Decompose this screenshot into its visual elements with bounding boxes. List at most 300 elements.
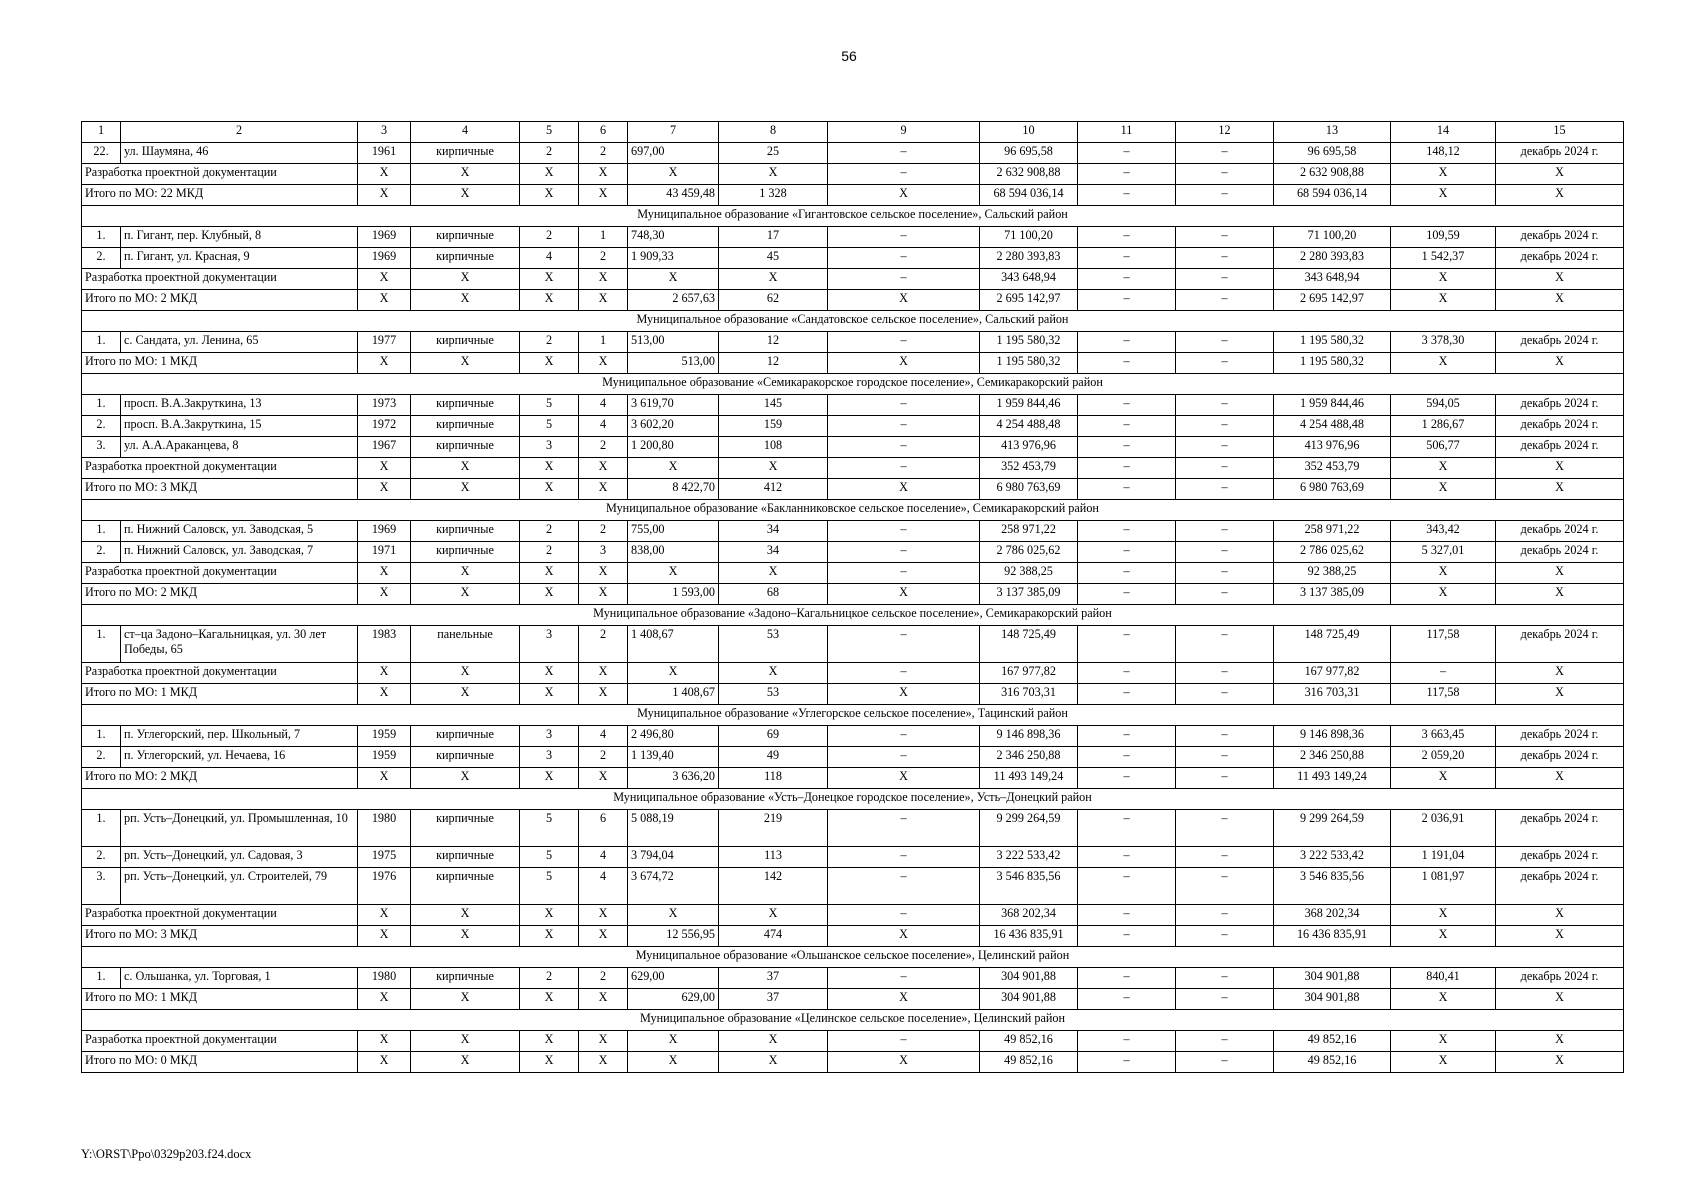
file-path-footer: Y:\ORST\Ppo\0329p203.f24.docx	[81, 1147, 252, 1161]
table-cell: X	[520, 989, 579, 1010]
table-cell: 69	[719, 726, 828, 747]
table-cell: X	[1496, 989, 1624, 1010]
table-cell: 1976	[358, 868, 411, 905]
table-cell: 3.	[82, 868, 121, 905]
table-cell: 2 695 142,97	[980, 290, 1078, 311]
table-cell: Муниципальное образование «Усть–Донецкое городское поселение», Усть–Донецкий район	[82, 789, 1624, 810]
table-cell: X	[520, 269, 579, 290]
column-number-cell: 8	[719, 122, 828, 143]
table-cell: 3	[520, 726, 579, 747]
municipality-total-row	[82, 926, 1624, 947]
table-cell: –	[1176, 164, 1274, 185]
table-cell: 1972	[358, 416, 411, 437]
table-cell: 71 100,20	[1274, 227, 1391, 248]
table-cell: 3 663,45	[1391, 726, 1496, 747]
building-row	[82, 542, 1624, 563]
table-cell: X	[1391, 989, 1496, 1010]
table-cell: 1980	[358, 968, 411, 989]
table-cell: –	[828, 248, 980, 269]
table-cell: 2 657,63	[628, 290, 719, 311]
table-cell: X	[1496, 584, 1624, 605]
table-cell: 1.	[82, 726, 121, 747]
table-cell: 49	[719, 747, 828, 768]
table-cell: 4	[579, 395, 628, 416]
column-number-cell: 5	[520, 122, 579, 143]
table-cell: –	[1176, 458, 1274, 479]
table-cell: 68 594 036,14	[980, 185, 1078, 206]
table-cell: 16 436 835,91	[1274, 926, 1391, 947]
table-cell: 1967	[358, 437, 411, 458]
table-cell: X	[411, 185, 520, 206]
table-cell: 49 852,16	[1274, 1052, 1391, 1073]
table-cell: –	[828, 726, 980, 747]
design-documentation-row	[82, 563, 1624, 584]
table-cell: 1969	[358, 248, 411, 269]
table-cell: –	[828, 663, 980, 684]
table-cell: 34	[719, 542, 828, 563]
table-cell: X	[1391, 926, 1496, 947]
table-cell: X	[1496, 269, 1624, 290]
table-cell: –	[1176, 768, 1274, 789]
table-cell: Итого по МО: 1 МКД	[82, 353, 358, 374]
table-cell: X	[1496, 458, 1624, 479]
table-cell: 2	[520, 542, 579, 563]
table-cell: –	[1078, 269, 1176, 290]
table-cell: 4 254 488,48	[1274, 416, 1391, 437]
table-cell: –	[1176, 269, 1274, 290]
table-cell: –	[828, 227, 980, 248]
table-cell: Разработка проектной документации	[82, 563, 358, 584]
table-cell: декабрь 2024 г.	[1496, 626, 1624, 663]
table-cell: X	[1496, 290, 1624, 311]
table-cell: 316 703,31	[1274, 684, 1391, 705]
table-cell: X	[579, 1052, 628, 1073]
table-cell: –	[1078, 416, 1176, 437]
table-cell: ст–ца Задоно–Кагальницкая, ул. 30 лет Победы, 65	[121, 626, 358, 663]
table-cell: кирпичные	[411, 542, 520, 563]
table-cell: п. Гигант, пер. Клубный, 8	[121, 227, 358, 248]
table-cell: X	[520, 563, 579, 584]
table-cell: X	[358, 584, 411, 605]
building-row	[82, 847, 1624, 868]
table-cell: 68	[719, 584, 828, 605]
table-cell: п. Нижний Саловск, ул. Заводская, 7	[121, 542, 358, 563]
table-cell: с. Сандата, ул. Ленина, 65	[121, 332, 358, 353]
design-documentation-row	[82, 1031, 1624, 1052]
table-cell: 5	[520, 416, 579, 437]
table-cell: X	[579, 905, 628, 926]
design-documentation-row	[82, 458, 1624, 479]
building-row	[82, 416, 1624, 437]
table-cell: X	[1391, 269, 1496, 290]
table-cell: 2 280 393,83	[1274, 248, 1391, 269]
table-cell: 25	[719, 143, 828, 164]
column-number-cell: 9	[828, 122, 980, 143]
building-row	[82, 810, 1624, 847]
table-cell: –	[1176, 521, 1274, 542]
table-cell: X	[1391, 458, 1496, 479]
table-cell: 2 346 250,88	[1274, 747, 1391, 768]
table-cell: X	[411, 164, 520, 185]
table-cell: 53	[719, 684, 828, 705]
table-cell: –	[1078, 926, 1176, 947]
table-cell: –	[1078, 437, 1176, 458]
table-cell: X	[411, 905, 520, 926]
design-documentation-row	[82, 663, 1624, 684]
table-cell: 2 786 025,62	[980, 542, 1078, 563]
table-cell: –	[1078, 542, 1176, 563]
table-cell: X	[520, 926, 579, 947]
table-cell: X	[1391, 479, 1496, 500]
section-heading-row	[82, 789, 1624, 810]
table-cell: –	[828, 395, 980, 416]
building-row	[82, 437, 1624, 458]
column-number-cell: 10	[980, 122, 1078, 143]
table-cell: 9 299 264,59	[1274, 810, 1391, 847]
table-cell: X	[520, 768, 579, 789]
column-number-cell: 12	[1176, 122, 1274, 143]
municipality-total-row	[82, 989, 1624, 1010]
table-cell: 16 436 835,91	[980, 926, 1078, 947]
table-cell: –	[1078, 164, 1176, 185]
table-cell: X	[1391, 905, 1496, 926]
table-cell: 2.	[82, 542, 121, 563]
table-cell: 629,00	[628, 989, 719, 1010]
table-cell: 3 222 533,42	[1274, 847, 1391, 868]
table-cell: X	[1496, 768, 1624, 789]
table-cell: 2	[520, 227, 579, 248]
table-cell: –	[828, 747, 980, 768]
table-cell: 1959	[358, 747, 411, 768]
table-cell: –	[1078, 584, 1176, 605]
table-cell: 304 901,88	[1274, 968, 1391, 989]
column-number-cell: 14	[1391, 122, 1496, 143]
table-cell: X	[411, 989, 520, 1010]
table-cell: Разработка проектной документации	[82, 905, 358, 926]
table-cell: X	[358, 663, 411, 684]
table-cell: –	[828, 143, 980, 164]
table-cell: 412	[719, 479, 828, 500]
table-cell: Муниципальное образование «Ольшанское сельское поселение», Целинский район	[82, 947, 1624, 968]
table-cell: X	[579, 290, 628, 311]
table-cell: кирпичные	[411, 747, 520, 768]
table-cell: 2	[579, 143, 628, 164]
table-cell: X	[579, 269, 628, 290]
table-cell: 37	[719, 968, 828, 989]
table-cell: Итого по МО: 0 МКД	[82, 1052, 358, 1073]
table-cell: Разработка проектной документации	[82, 1031, 358, 1052]
table-cell: 1.	[82, 395, 121, 416]
building-row	[82, 395, 1624, 416]
building-row	[82, 248, 1624, 269]
table-cell: кирпичные	[411, 332, 520, 353]
table-cell: –	[1176, 663, 1274, 684]
table-cell: X	[411, 663, 520, 684]
table-cell: кирпичные	[411, 143, 520, 164]
table-cell: 1959	[358, 726, 411, 747]
table-cell: 4	[579, 726, 628, 747]
building-row	[82, 227, 1624, 248]
table-cell: 4	[579, 416, 628, 437]
table-cell: –	[1078, 521, 1176, 542]
table-cell: кирпичные	[411, 726, 520, 747]
table-cell: 2	[579, 248, 628, 269]
table-cell: 2 059,20	[1391, 747, 1496, 768]
municipality-total-row	[82, 768, 1624, 789]
table-cell: X	[358, 905, 411, 926]
table-cell: 1975	[358, 847, 411, 868]
table-cell: X	[719, 1052, 828, 1073]
table-cell: X	[1496, 905, 1624, 926]
column-number-cell: 4	[411, 122, 520, 143]
section-heading-row	[82, 374, 1624, 395]
table-cell: 12	[719, 353, 828, 374]
table-cell: 3 222 533,42	[980, 847, 1078, 868]
table-cell: –	[1078, 868, 1176, 905]
table-cell: –	[1176, 847, 1274, 868]
table-cell: –	[1176, 185, 1274, 206]
table-cell: –	[1078, 479, 1176, 500]
table-cell: –	[828, 458, 980, 479]
table-cell: –	[828, 563, 980, 584]
table-cell: Разработка проектной документации	[82, 458, 358, 479]
table-cell: X	[628, 1031, 719, 1052]
table-cell: 49 852,16	[980, 1052, 1078, 1073]
table-cell: –	[1078, 747, 1176, 768]
table-cell: кирпичные	[411, 395, 520, 416]
table-cell: 6 980 763,69	[1274, 479, 1391, 500]
table-cell: кирпичные	[411, 521, 520, 542]
table-cell: 838,00	[628, 542, 719, 563]
table-cell: X	[520, 185, 579, 206]
column-number-cell: 13	[1274, 122, 1391, 143]
table-cell: 1 959 844,46	[980, 395, 1078, 416]
table-cell: –	[828, 810, 980, 847]
table-cell: X	[579, 926, 628, 947]
table-cell: декабрь 2024 г.	[1496, 542, 1624, 563]
table-cell: 53	[719, 626, 828, 663]
column-number-row	[82, 122, 1624, 143]
table-cell: X	[358, 185, 411, 206]
table-cell: декабрь 2024 г.	[1496, 847, 1624, 868]
table-cell: X	[411, 290, 520, 311]
table-cell: 22.	[82, 143, 121, 164]
municipality-total-row	[82, 353, 1624, 374]
table-cell: 352 453,79	[1274, 458, 1391, 479]
table-cell: 159	[719, 416, 828, 437]
table-cell: декабрь 2024 г.	[1496, 747, 1624, 768]
table-cell: ул. Шаумяна, 46	[121, 143, 358, 164]
table-cell: X	[828, 768, 980, 789]
table-cell: Итого по МО: 22 МКД	[82, 185, 358, 206]
table-cell: 8 422,70	[628, 479, 719, 500]
table-cell: X	[828, 290, 980, 311]
table-cell: 513,00	[628, 353, 719, 374]
table-cell: 3.	[82, 437, 121, 458]
table-cell: –	[828, 437, 980, 458]
table-cell: 2.	[82, 248, 121, 269]
table-cell: 3	[520, 747, 579, 768]
table-cell: –	[1176, 684, 1274, 705]
table-cell: X	[358, 269, 411, 290]
building-row	[82, 726, 1624, 747]
table-cell: –	[1078, 248, 1176, 269]
table-cell: 2	[579, 626, 628, 663]
table-cell: 1977	[358, 332, 411, 353]
section-heading-row	[82, 705, 1624, 726]
table-cell: 1969	[358, 227, 411, 248]
table-cell: X	[520, 1031, 579, 1052]
table-cell: –	[1078, 332, 1176, 353]
table-cell: –	[1078, 458, 1176, 479]
design-documentation-row	[82, 905, 1624, 926]
table-cell: X	[358, 479, 411, 500]
table-cell: 113	[719, 847, 828, 868]
table-cell: –	[1176, 747, 1274, 768]
table-cell: –	[1176, 416, 1274, 437]
table-cell: 840,41	[1391, 968, 1496, 989]
table-cell: 5 327,01	[1391, 542, 1496, 563]
table-cell: 96 695,58	[1274, 143, 1391, 164]
table-cell: Муниципальное образование «Сандатовское сельское поселение», Сальский район	[82, 311, 1624, 332]
table-cell: X	[411, 1031, 520, 1052]
table-cell: 17	[719, 227, 828, 248]
table-cell: –	[1078, 968, 1176, 989]
table-cell: 142	[719, 868, 828, 905]
table-cell: кирпичные	[411, 810, 520, 847]
table-cell: 5	[520, 868, 579, 905]
table-cell: 1 408,67	[628, 684, 719, 705]
table-cell: 2	[520, 332, 579, 353]
table-cell: Муниципальное образование «Гигантовское сельское поселение», Сальский район	[82, 206, 1624, 227]
table-cell: X	[579, 185, 628, 206]
table-cell: панельные	[411, 626, 520, 663]
table-cell: 167 977,82	[980, 663, 1078, 684]
table-cell: X	[579, 663, 628, 684]
table-cell: рп. Усть–Донецкий, ул. Садовая, 3	[121, 847, 358, 868]
table-cell: –	[828, 164, 980, 185]
table-cell: –	[1176, 968, 1274, 989]
table-cell: 49 852,16	[1274, 1031, 1391, 1052]
table-cell: декабрь 2024 г.	[1496, 810, 1624, 847]
column-number-cell: 3	[358, 122, 411, 143]
table-cell: –	[1078, 395, 1176, 416]
table-cell: 1	[579, 227, 628, 248]
table-cell: 109,59	[1391, 227, 1496, 248]
table-cell: 352 453,79	[980, 458, 1078, 479]
table-cell: просп. В.А.Закруткина, 15	[121, 416, 358, 437]
table-cell: –	[828, 968, 980, 989]
table-cell: 513,00	[628, 332, 719, 353]
table-cell: 3 137 385,09	[980, 584, 1078, 605]
municipality-total-row	[82, 185, 1624, 206]
table-cell: X	[1496, 663, 1624, 684]
table-cell: X	[579, 1031, 628, 1052]
table-cell: декабрь 2024 г.	[1496, 868, 1624, 905]
table-cell: 1.	[82, 626, 121, 663]
table-cell: 49 852,16	[980, 1031, 1078, 1052]
table-cell: X	[411, 1052, 520, 1073]
table-cell: –	[1078, 626, 1176, 663]
table-cell: декабрь 2024 г.	[1496, 248, 1624, 269]
table-cell: –	[1176, 290, 1274, 311]
table-cell: X	[520, 663, 579, 684]
table-cell: X	[1391, 164, 1496, 185]
table-cell: 43 459,48	[628, 185, 719, 206]
table-cell: 1 328	[719, 185, 828, 206]
table-cell: –	[828, 542, 980, 563]
table-cell: –	[1078, 563, 1176, 584]
table-cell: рп. Усть–Донецкий, ул. Строителей, 79	[121, 868, 358, 905]
table-cell: 1 593,00	[628, 584, 719, 605]
table-cell: –	[1176, 1052, 1274, 1073]
table-cell: X	[828, 989, 980, 1010]
table-cell: X	[579, 584, 628, 605]
table-cell: 368 202,34	[1274, 905, 1391, 926]
table-cell: 1 959 844,46	[1274, 395, 1391, 416]
table-cell: 1	[579, 332, 628, 353]
building-row	[82, 521, 1624, 542]
table-cell: 1980	[358, 810, 411, 847]
table-cell: 3	[520, 437, 579, 458]
table-cell: с. Ольшанка, ул. Торговая, 1	[121, 968, 358, 989]
table-cell: кирпичные	[411, 847, 520, 868]
table-cell: Итого по МО: 2 МКД	[82, 768, 358, 789]
table-cell: 316 703,31	[980, 684, 1078, 705]
table-cell: 1.	[82, 968, 121, 989]
table-cell: 1 909,33	[628, 248, 719, 269]
table-cell: п. Углегорский, пер. Школьный, 7	[121, 726, 358, 747]
municipality-total-row	[82, 290, 1624, 311]
table-cell: 3 674,72	[628, 868, 719, 905]
table-cell: 697,00	[628, 143, 719, 164]
table-cell: X	[520, 584, 579, 605]
table-cell: –	[1176, 353, 1274, 374]
table-cell: 9 299 264,59	[980, 810, 1078, 847]
table-cell: X	[358, 926, 411, 947]
table-cell: –	[1078, 684, 1176, 705]
table-cell: 2	[579, 968, 628, 989]
table-cell: 2	[579, 437, 628, 458]
table-cell: 117,58	[1391, 626, 1496, 663]
table-cell: декабрь 2024 г.	[1496, 416, 1624, 437]
column-number-cell: 6	[579, 122, 628, 143]
table-cell: 343 648,94	[1274, 269, 1391, 290]
table-cell: –	[1176, 542, 1274, 563]
table-cell: –	[1078, 290, 1176, 311]
table-cell: X	[520, 479, 579, 500]
table-cell: –	[1176, 989, 1274, 1010]
table-cell: 343 648,94	[980, 269, 1078, 290]
table-cell: 117,58	[1391, 684, 1496, 705]
table-cell: Разработка проектной документации	[82, 164, 358, 185]
table-cell: X	[358, 1031, 411, 1052]
table-cell: X	[1391, 353, 1496, 374]
building-row	[82, 868, 1624, 905]
table-cell: 2 786 025,62	[1274, 542, 1391, 563]
table-cell: –	[1078, 353, 1176, 374]
table-cell: декабрь 2024 г.	[1496, 395, 1624, 416]
building-row	[82, 968, 1624, 989]
table-cell: X	[358, 458, 411, 479]
table-cell: –	[1176, 810, 1274, 847]
table-cell: –	[1078, 768, 1176, 789]
table-cell: 3 546 835,56	[1274, 868, 1391, 905]
table-cell: –	[1176, 143, 1274, 164]
table-cell: –	[1078, 726, 1176, 747]
table-cell: 3 619,70	[628, 395, 719, 416]
table-cell: –	[1078, 810, 1176, 847]
